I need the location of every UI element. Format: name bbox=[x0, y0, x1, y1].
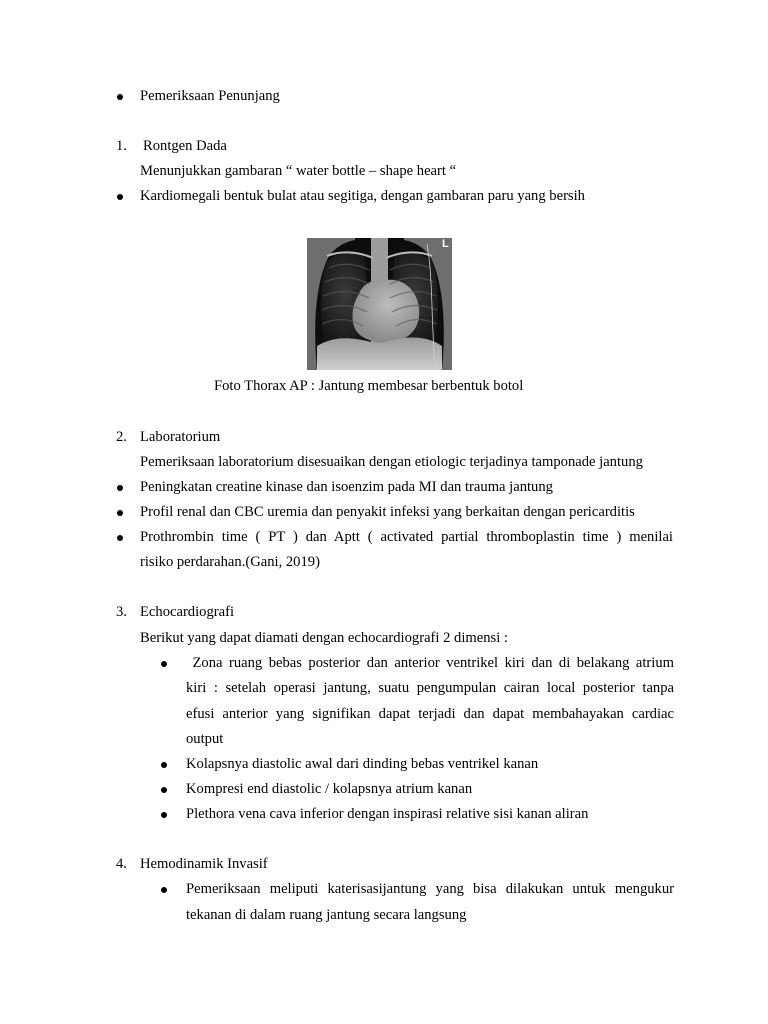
section-1-title: Rontgen Dada bbox=[143, 138, 227, 154]
section-2-title: Laboratorium bbox=[140, 429, 221, 445]
xray-side-marker: L bbox=[442, 238, 449, 250]
bullet-marker bbox=[161, 762, 167, 768]
section-1-bullet: Kardiomegali bentuk bulat atau segitiga, dengan gambaran paru yang bersih bbox=[140, 188, 585, 204]
bullet-marker bbox=[117, 510, 123, 516]
chest-xray-image bbox=[307, 238, 452, 370]
bullet-marker bbox=[117, 485, 123, 491]
section-2-bullet: Prothrombin time ( PT ) dan Aptt ( activated partial thromboplastin time ) menilai bbox=[140, 529, 673, 545]
bullet-marker bbox=[161, 887, 167, 893]
section-3-title: Echocardiografi bbox=[140, 604, 234, 620]
section-2-text: Pemeriksaan laboratorium disesuaikan dengan etiologic terjadinya tamponade jantung bbox=[140, 454, 643, 470]
section-3-bullet: Plethora vena cava inferior dengan inspirasi relative sisi kanan aliran bbox=[186, 806, 589, 822]
section-4-bullet: Pemeriksaan meliputi katerisasijantung yang bisa dilakukan untuk mengukur bbox=[186, 881, 674, 897]
bullet-marker bbox=[161, 812, 167, 818]
section-3-bullet: Kompresi end diastolic / kolapsnya atrium kanan bbox=[186, 781, 473, 797]
section-2-bullet-continued: risiko perdarahan.(Gani, 2019) bbox=[140, 554, 320, 570]
section-1-number: 1. bbox=[116, 138, 127, 154]
section-2-number: 2. bbox=[116, 429, 127, 445]
section-3-bullet: Zona ruang bebas posterior dan anterior ventrikel kiri dan di belakang atrium bbox=[186, 655, 674, 671]
section-4-bullet-continued: tekanan di dalam ruang jantung secara langsung bbox=[186, 907, 467, 923]
section-heading: Pemeriksaan Penunjang bbox=[140, 88, 280, 104]
bullet-marker bbox=[161, 787, 167, 793]
section-2-bullet: Peningkatan creatine kinase dan isoenzim pada MI dan trauma jantung bbox=[140, 479, 553, 495]
bullet-marker bbox=[161, 661, 167, 667]
section-3-number: 3. bbox=[116, 604, 127, 620]
section-3-bullet: Kolapsnya diastolic awal dari dinding bebas ventrikel kanan bbox=[186, 756, 539, 772]
bullet-marker bbox=[117, 535, 123, 541]
section-3-bullet-continued: kiri : setelah operasi jantung, suatu pengumpulan cairan local posterior tanpa bbox=[186, 680, 674, 696]
section-3-bullet-continued: efusi anterior yang signifikan dapat terjadi dan dapat membahayakan cardiac bbox=[186, 706, 674, 722]
section-4-number: 4. bbox=[116, 856, 127, 872]
section-3-bullet-continued: output bbox=[186, 731, 224, 747]
bullet-marker bbox=[117, 194, 123, 200]
image-caption: Foto Thorax AP : Jantung membesar berbentuk botol bbox=[214, 378, 524, 394]
section-3-text: Berikut yang dapat diamati dengan echocardiografi 2 dimensi : bbox=[140, 630, 508, 646]
section-4-title: Hemodinamik Invasif bbox=[140, 856, 268, 872]
section-2-bullet: Profil renal dan CBC uremia dan penyakit infeksi yang berkaitan dengan pericarditis bbox=[140, 504, 635, 520]
section-1-text: Menunjukkan gambaran “ water bottle – shape heart “ bbox=[140, 163, 457, 179]
bullet-marker bbox=[117, 94, 123, 100]
